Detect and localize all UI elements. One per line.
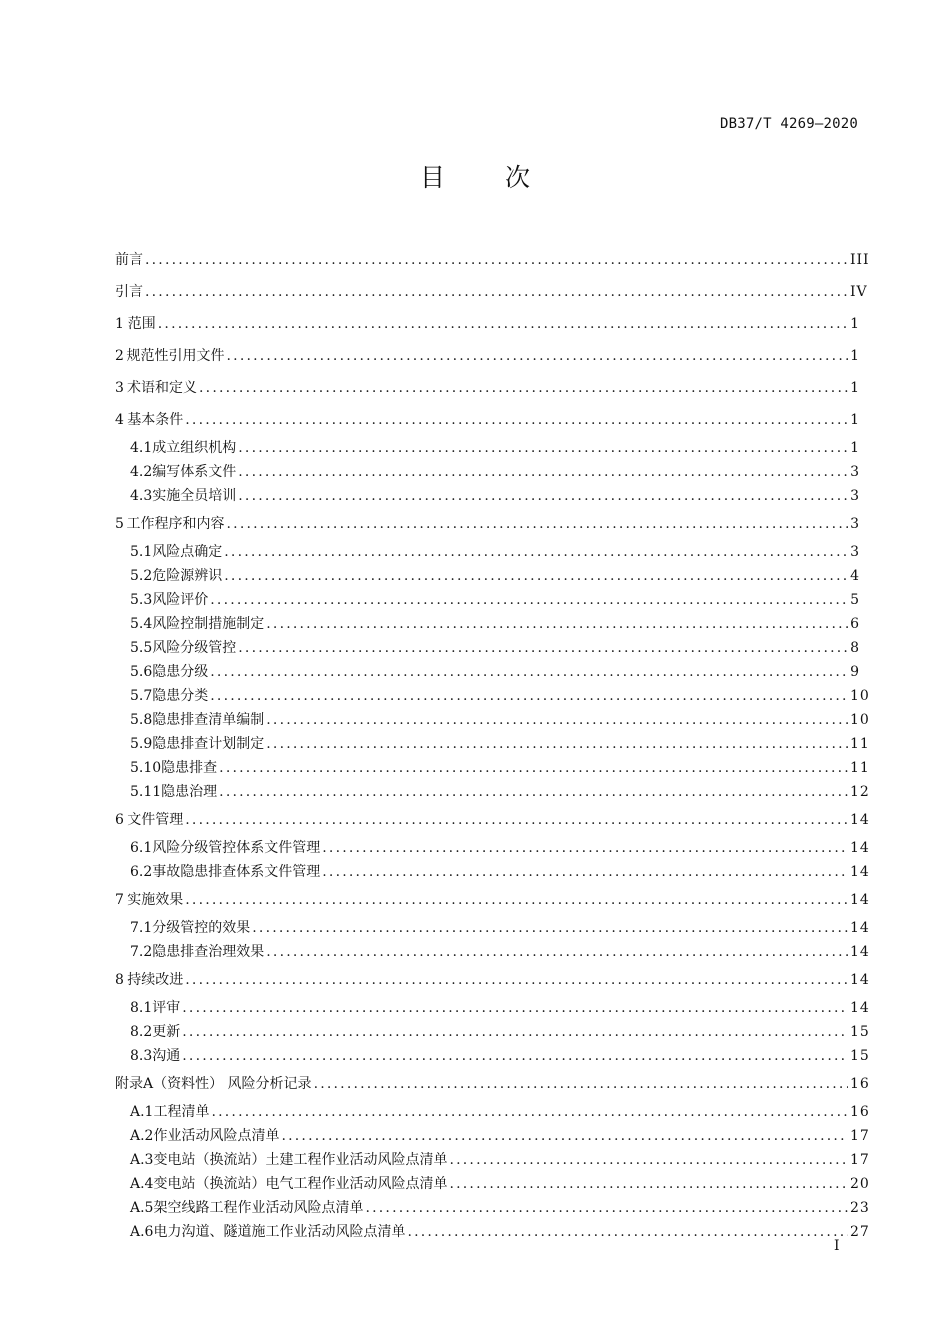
toc-entry-page: 14 [850,864,870,880]
toc-entry[interactable] [115,436,860,460]
toc-entry-title: 评审 [152,1000,181,1016]
toc-entry-title: 引言 [115,284,143,300]
toc-entry-number: 8.1 [130,1000,153,1016]
toc-entry-title: 风险分级管控体系文件管理 [152,840,321,856]
toc-dot-leader [199,372,848,404]
toc-entry-page: 14 [850,944,870,960]
toc-entry-number: 4.1 [130,440,153,456]
toc-entry-title: 文件管理 [127,812,184,828]
toc-entry-title: 架空线路工程作业活动风险点清单 [153,1200,364,1216]
toc-entry-title: 风险点确定 [152,544,223,560]
toc-entry-page: 3 [850,464,860,480]
toc-entry[interactable] [115,684,870,708]
toc-entry-page: 1 [850,316,860,332]
toc-entry[interactable] [115,564,860,588]
page-title: 目 次 [420,163,556,192]
toc-entry-number: 5.8 [130,712,153,728]
toc-entry[interactable] [115,780,870,804]
toc-entry-number: 5.2 [130,568,153,584]
toc-entry[interactable] [115,884,870,916]
toc-entry[interactable] [115,460,860,484]
toc-dot-leader [185,404,848,436]
toc-dot-leader [145,244,848,276]
toc-entry-title: 隐患排查计划制定 [152,736,265,752]
toc-entry[interactable] [115,708,870,732]
toc-dot-leader [210,660,848,684]
toc-entry-title: 成立组织机构 [152,440,237,456]
toc-entry-number: 5.11 [130,784,162,800]
toc-entry-number: 4.2 [130,464,153,480]
toc-entry-page: 14 [850,972,870,988]
toc-entry-number: 7.2 [130,944,153,960]
toc-entry-title: 隐患排查治理效果 [152,944,265,960]
toc-entry-number: 4 [115,412,124,428]
toc-dot-leader [185,884,848,916]
toc-dot-leader [322,860,848,884]
toc-dot-leader [238,484,848,508]
toc-entry[interactable] [115,940,870,964]
toc-entry-number: 6.2 [130,864,153,880]
toc-dot-leader [449,1172,848,1196]
toc-entry-page: 5 [850,592,860,608]
toc-entry-number: 8 [115,972,124,988]
toc-dot-leader [219,756,848,780]
toc-dot-leader [227,508,848,540]
toc-entry-page: 15 [850,1024,870,1040]
toc-entry[interactable] [115,1100,870,1124]
toc-dot-leader [210,588,848,612]
toc-entry-number: 5.5 [130,640,153,656]
toc-entry[interactable] [115,1124,870,1148]
toc-entry[interactable] [115,540,860,564]
toc-entry[interactable] [115,340,860,372]
toc-entry-title: 编写体系文件 [152,464,237,480]
toc-dot-leader [449,1148,848,1172]
toc-dot-leader [182,996,848,1020]
toc-dot-leader [238,636,848,660]
toc-entry-number: A.3 [130,1152,154,1168]
toc-entry[interactable] [115,508,860,540]
toc-entry-title: 沟通 [152,1048,181,1064]
toc-entry-page: 3 [850,516,860,532]
toc-dot-leader [219,780,848,804]
toc-entry[interactable] [115,404,860,436]
toc-dot-leader [210,684,848,708]
toc-entry-page: 14 [850,840,870,856]
toc-entry[interactable] [115,636,860,660]
toc-entry-page: 1 [850,348,860,364]
toc-dot-leader [407,1220,848,1244]
toc-entry[interactable] [115,244,870,276]
toc-entry[interactable] [115,1196,870,1220]
toc-entry-title: 电力沟道、隧道施工作业活动风险点清单 [153,1224,406,1240]
toc-entry-title: 隐患分类 [152,688,209,704]
toc-entry-page: 6 [850,616,860,632]
toc-entry-title: 工作程序和内容 [126,516,225,532]
toc-entry-title: 附录A（资料性） 风险分析记录 [115,1076,312,1092]
toc-entry[interactable] [115,1172,870,1196]
toc-dot-leader [227,340,848,372]
toc-entry[interactable] [115,660,860,684]
toc-entry-page: 3 [850,544,860,560]
toc-dot-leader [158,308,848,340]
toc-entry[interactable] [115,276,868,308]
toc-entry-number: 8.2 [130,1024,153,1040]
toc-entry-title: 基本条件 [127,412,184,428]
toc-entry-title: 作业活动风险点清单 [153,1128,280,1144]
toc-entry-title: 隐患分级 [152,664,209,680]
toc-entry-title: 工程清单 [153,1104,210,1120]
toc-dot-leader [224,564,848,588]
toc-entry-number: 5.1 [130,544,153,560]
toc-entry-number: 6 [115,812,124,828]
toc-entry-title: 事故隐患排查体系文件管理 [152,864,321,880]
toc-entry-number: 2 [115,348,124,364]
toc-entry-title: 范围 [127,316,156,332]
toc-entry-number: 5.10 [130,760,162,776]
toc-dot-leader [185,804,848,836]
toc-dot-leader [252,916,848,940]
toc-entry-page: 14 [850,812,870,828]
toc-entry-title: 持续改进 [127,972,184,988]
toc-entry-page: 1 [850,412,860,428]
toc-entry-number: A.2 [130,1128,154,1144]
toc-entry[interactable] [115,732,870,756]
toc-entry-number: 3 [115,380,124,396]
toc-entry[interactable] [115,964,870,996]
toc-entry-title: 实施效果 [127,892,184,908]
toc-entry-title: 隐患排查 [161,760,218,776]
toc-entry[interactable] [115,804,870,836]
toc-entry[interactable] [115,996,870,1020]
toc-dot-leader [266,940,848,964]
toc-entry-page: 23 [850,1200,870,1216]
toc-entry-page: 14 [850,920,870,936]
toc-entry-page: 17 [850,1152,870,1168]
toc-dot-leader [266,732,848,756]
toc-entry-page: 11 [850,736,870,752]
toc-entry-number: 5 [115,516,124,532]
toc-entry-number: A.5 [130,1200,154,1216]
toc-entry-title: 规范性引用文件 [126,348,225,364]
toc-entry-title: 风险分级管控 [152,640,237,656]
toc-entry-page: 14 [850,892,870,908]
toc-entry[interactable] [115,1148,870,1172]
toc-entry-number: 8.3 [130,1048,153,1064]
toc-entry-page: 1 [850,440,860,456]
toc-entry-title: 实施全员培训 [152,488,237,504]
toc-entry-number: 5.4 [130,616,153,632]
toc-entry[interactable] [115,860,870,884]
toc-entry-title: 风险评价 [152,592,209,608]
toc-entry-title: 术语和定义 [127,380,198,396]
toc-entry-number: A.4 [130,1176,154,1192]
toc-entry-number: 7 [115,892,124,908]
toc-entry-number: 6.1 [130,840,153,856]
toc-dot-leader [365,1196,848,1220]
toc-entry-page: 17 [850,1128,870,1144]
toc-entry[interactable] [115,1020,870,1044]
toc-entry-title: 变电站（换流站）电气工程作业活动风险点清单 [153,1176,448,1192]
toc-entry-number: 5.6 [130,664,153,680]
toc-entry-number: A.6 [130,1224,154,1240]
toc-entry-page: 3 [850,488,860,504]
toc-entry[interactable] [115,916,870,940]
toc-entry-page: 15 [850,1048,870,1064]
toc-dot-leader [322,836,848,860]
toc-entry-number: 5.3 [130,592,153,608]
toc-entry[interactable] [115,836,870,860]
toc-entry[interactable] [115,756,870,780]
toc-entry-page: IV [850,284,868,300]
toc-entry-number: 7.1 [130,920,153,936]
toc-entry-page: 16 [850,1076,870,1092]
table-of-contents [115,244,870,1244]
toc-dot-leader [224,540,848,564]
page-number: I [834,1238,840,1254]
toc-entry[interactable] [115,1068,870,1100]
toc-entry-page: 8 [850,640,860,656]
toc-entry-number: 4.3 [130,488,153,504]
toc-entry-title: 隐患排查清单编制 [152,712,265,728]
toc-entry-title: 变电站（换流站）土建工程作业活动风险点清单 [153,1152,448,1168]
toc-dot-leader [238,436,848,460]
toc-entry[interactable] [115,588,860,612]
toc-entry-number: 1 [115,316,124,332]
toc-entry[interactable] [115,484,860,508]
toc-entry-number: 5.7 [130,688,153,704]
toc-entry-title: 分级管控的效果 [152,920,251,936]
toc-entry-page: 4 [850,568,860,584]
toc-entry-page: 16 [850,1104,870,1120]
toc-entry[interactable] [115,308,860,340]
toc-dot-leader [281,1124,848,1148]
toc-dot-leader [211,1100,848,1124]
toc-dot-leader [238,460,848,484]
toc-dot-leader [182,1020,848,1044]
toc-entry-page: 1 [850,380,860,396]
standard-code: DB37/T 4269—2020 [719,116,858,132]
toc-entry[interactable] [115,612,860,636]
toc-entry-page: 20 [850,1176,870,1192]
toc-entry-page: III [850,252,870,268]
toc-entry[interactable] [115,372,860,404]
toc-dot-leader [266,708,848,732]
toc-entry-page: 10 [850,688,870,704]
toc-dot-leader [314,1068,848,1100]
toc-entry-page: 11 [850,760,870,776]
toc-entry-number: A.1 [130,1104,154,1120]
toc-entry-number: 5.9 [130,736,153,752]
toc-dot-leader [182,1044,848,1068]
toc-entry-title: 隐患治理 [161,784,218,800]
toc-entry[interactable] [115,1044,870,1068]
toc-entry-page: 9 [850,664,860,680]
toc-entry-title: 危险源辨识 [152,568,223,584]
toc-entry-page: 14 [850,1000,870,1016]
toc-entry-page: 10 [850,712,870,728]
toc-entry[interactable] [115,1220,870,1244]
toc-entry-page: 12 [850,784,870,800]
toc-dot-leader [185,964,848,996]
toc-dot-leader [266,612,848,636]
toc-entry-page: 27 [850,1224,870,1240]
toc-entry-title: 风险控制措施制定 [152,616,265,632]
toc-entry-title: 前言 [115,252,143,268]
toc-entry-title: 更新 [152,1024,181,1040]
toc-dot-leader [145,276,848,308]
